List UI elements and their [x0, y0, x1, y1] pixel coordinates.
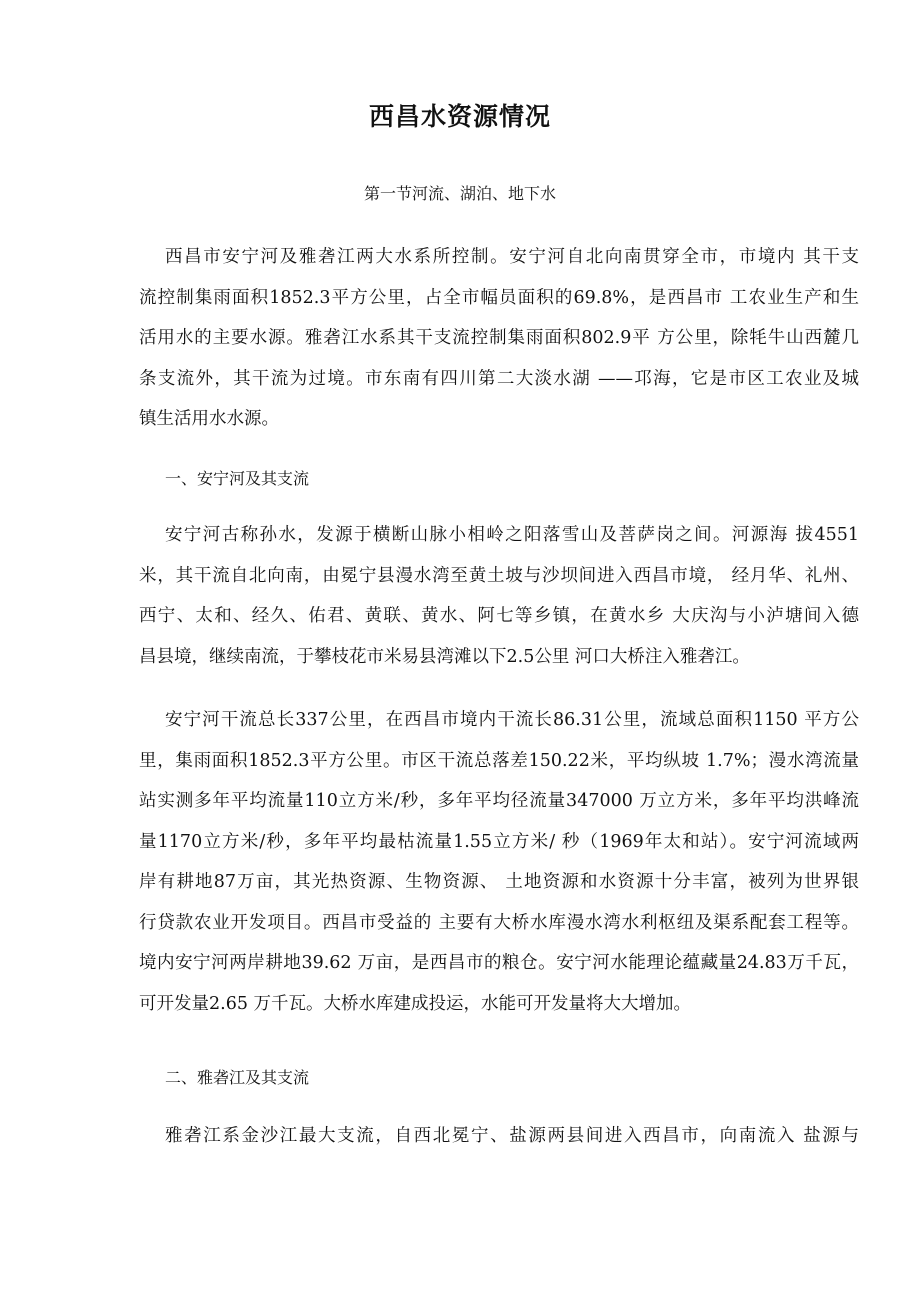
text-line: 条支流外，其干流为过境。市东南有四川第二大淡水湖 ——邛海，它是市区工农业及城 — [139, 368, 859, 389]
document-title: 西昌水资源情况 — [368, 102, 551, 131]
text-line: 安宁河古称孙水，发源于横断山脉小相岭之阳落雪山及菩萨岗之间。河源海 拔4551 — [165, 525, 859, 545]
yalong-paragraph-1 — [139, 1116, 859, 1157]
text-line: 镇生活用水水源。 — [139, 409, 279, 429]
text-line: 活用水的主要水源。雅砻江水系其干支流控制集雨面积802.9平 方公里，除牦牛山西麓几 — [139, 328, 859, 348]
text-line: 行贷款农业开发项目。西昌市受益的 主要有大桥水库漫水湾水利枢纽及渠系配套工程等。 — [139, 912, 859, 933]
text-line: 可开发量2.65 万千瓦。大桥水库建成投运，水能可开发量将大大增加。 — [139, 993, 692, 1014]
text-line: 站实测多年平均流量110立方米/秒，多年平均径流量347000 万立方米，多年平均洪峰流 — [139, 791, 859, 811]
subheading-yalong-river: 二、雅砻江及其支流 — [165, 1068, 310, 1087]
text-line: 西宁、太和、经久、佑君、黄联、黄水、阿七等乡镇，在黄水乡 大庆沟与小泸塘间入德 — [139, 606, 859, 626]
text-line: 米，其干流自北向南，由冕宁县漫水湾至黄土坡与沙坝间进入西昌市境， 经月华、礼州、 — [139, 565, 859, 586]
anning-paragraph-2 — [139, 700, 859, 1024]
intro-paragraph — [139, 237, 859, 440]
text-line: 境内安宁河两岸耕地39.62 万亩，是西昌市的粮仓。安宁河水能理论蕴藏量24.83万千瓦， — [139, 953, 859, 973]
text-line: 里，集雨面积1852.3平方公里。市区干流总落差150.22米，平均纵坡 1.7%；漫水湾流量 — [139, 750, 859, 771]
subheading-anning-river: 一、安宁河及其支流 — [165, 469, 310, 488]
text-line: 安宁河干流总长337公里，在西昌市境内干流长86.31公里，流域总面积1150 平方公 — [165, 710, 859, 730]
anning-paragraph-1 — [139, 515, 859, 677]
section-heading: 第一节河流、湖泊、地下水 — [363, 184, 556, 203]
text-line: 雅砻江系金沙江最大支流，自西北冕宁、盐源两县间进入西昌市，向南流入 盐源与 — [165, 1126, 859, 1146]
text-line: 西昌市安宁河及雅砻江两大水系所控制。安宁河自北向南贯穿全市，市境内 其干支 — [165, 247, 859, 267]
text-line: 流控制集雨面积1852.3平方公里，占全市幅员面积的69.8%，是西昌市 工农业生产和生 — [139, 287, 859, 308]
text-line: 昌县境，继续南流，于攀枝花市米易县湾滩以下2.5公里 河口大桥注入雅砻江。 — [139, 646, 750, 667]
text-line: 岸有耕地87万亩，其光热资源、生物资源、 土地资源和水资源十分丰富，被列为世界银 — [139, 872, 859, 892]
text-line: 量1170立方米/秒，多年平均最枯流量1.55立方米/ 秒（1969年太和站）。安宁河流域两 — [139, 831, 859, 852]
